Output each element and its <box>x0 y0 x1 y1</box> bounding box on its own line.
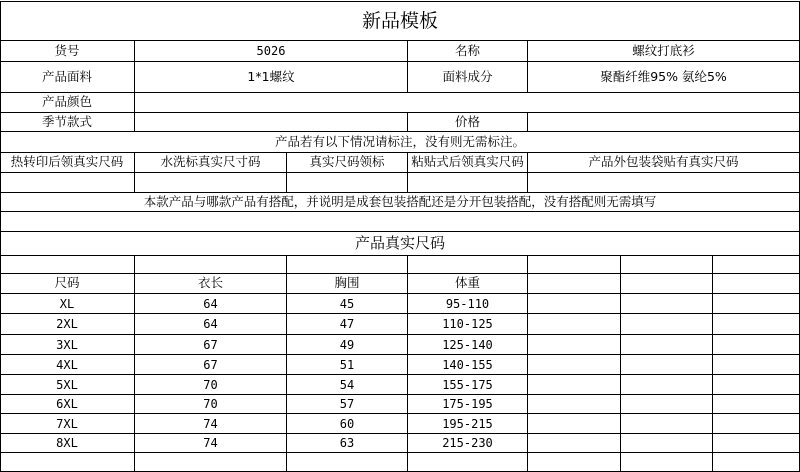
size-col-header-weight: 体重 <box>454 275 480 291</box>
size-row-chest: 51 <box>339 357 355 372</box>
label-header-package: 产品外包装袋贴有真实尺码 <box>588 154 739 170</box>
label-header-sticker: 粘贴式后领真实尺码 <box>411 154 524 170</box>
size-row-weight: 125-140 <box>442 337 493 352</box>
size-row-chest: 54 <box>339 377 355 392</box>
fabric-label: 产品面料 <box>41 68 92 84</box>
size-row-length: 64 <box>203 296 218 311</box>
size-row-size: 7XL <box>56 416 78 431</box>
size-row-size: 8XL <box>56 436 78 450</box>
size-row-chest: 49 <box>339 337 355 352</box>
size-row-weight: 95-110 <box>445 296 490 311</box>
label-header-size-label: 真实尺码领标 <box>309 154 385 170</box>
size-row-weight: 110-125 <box>442 317 493 331</box>
size-col-header-size: 尺码 <box>54 275 80 291</box>
size-row-length: 64 <box>203 317 218 331</box>
name-value: 螺纹打底衫 <box>632 42 695 58</box>
size-col-header-length: 衣长 <box>197 275 223 291</box>
color-label: 产品颜色 <box>41 94 92 110</box>
size-row-chest: 63 <box>339 436 355 450</box>
item-no-label: 货号 <box>54 42 80 58</box>
label-note: 产品若有以下情况请标注，没有则无需标注。 <box>274 133 525 149</box>
composition-value: 聚酯纤维95% 氨纶5% <box>600 68 727 84</box>
season-label: 季节款式 <box>41 113 92 129</box>
size-row-weight: 215-230 <box>442 436 493 450</box>
size-row-length: 74 <box>203 436 218 450</box>
size-row-length: 70 <box>203 397 218 411</box>
label-header-wash-label: 水洗标真实尺寸码 <box>160 154 261 170</box>
label-header-heat-transfer: 热转印后领真实尺码 <box>10 154 124 170</box>
size-row-size: 2XL <box>56 317 78 331</box>
size-col-header-chest: 胸围 <box>334 275 360 291</box>
composition-label: 面料成分 <box>442 68 493 84</box>
sheet-title: 新品模板 <box>361 9 438 32</box>
size-row-size: 5XL <box>56 377 78 392</box>
size-row-length: 74 <box>203 416 218 431</box>
size-row-length: 70 <box>203 377 218 392</box>
size-row-weight: 195-215 <box>442 416 493 431</box>
fabric-value: 1*1螺纹 <box>247 68 295 84</box>
item-no-value: 5026 <box>256 44 286 58</box>
size-section-title: 产品真实尺码 <box>354 234 445 252</box>
size-row-weight: 140-155 <box>442 357 493 372</box>
price-label: 价格 <box>454 113 480 129</box>
size-row-chest: 57 <box>339 397 355 411</box>
size-row-weight: 155-175 <box>442 377 493 392</box>
size-row-chest: 45 <box>339 296 355 311</box>
size-row-chest: 47 <box>339 317 355 331</box>
size-row-chest: 60 <box>339 416 355 431</box>
name-label: 名称 <box>454 42 480 58</box>
size-row-weight: 175-195 <box>442 397 493 411</box>
size-row-length: 67 <box>203 357 218 372</box>
size-row-size: XL <box>59 296 75 311</box>
size-row-length: 67 <box>203 337 218 352</box>
size-row-size: 6XL <box>56 397 78 411</box>
size-row-size: 4XL <box>56 357 78 372</box>
matching-note: 本款产品与哪款产品有搭配，并说明是成套包装搭配还是分开包装搭配，没有搭配则无需填写 <box>143 193 657 209</box>
size-row-size: 3XL <box>56 337 78 352</box>
